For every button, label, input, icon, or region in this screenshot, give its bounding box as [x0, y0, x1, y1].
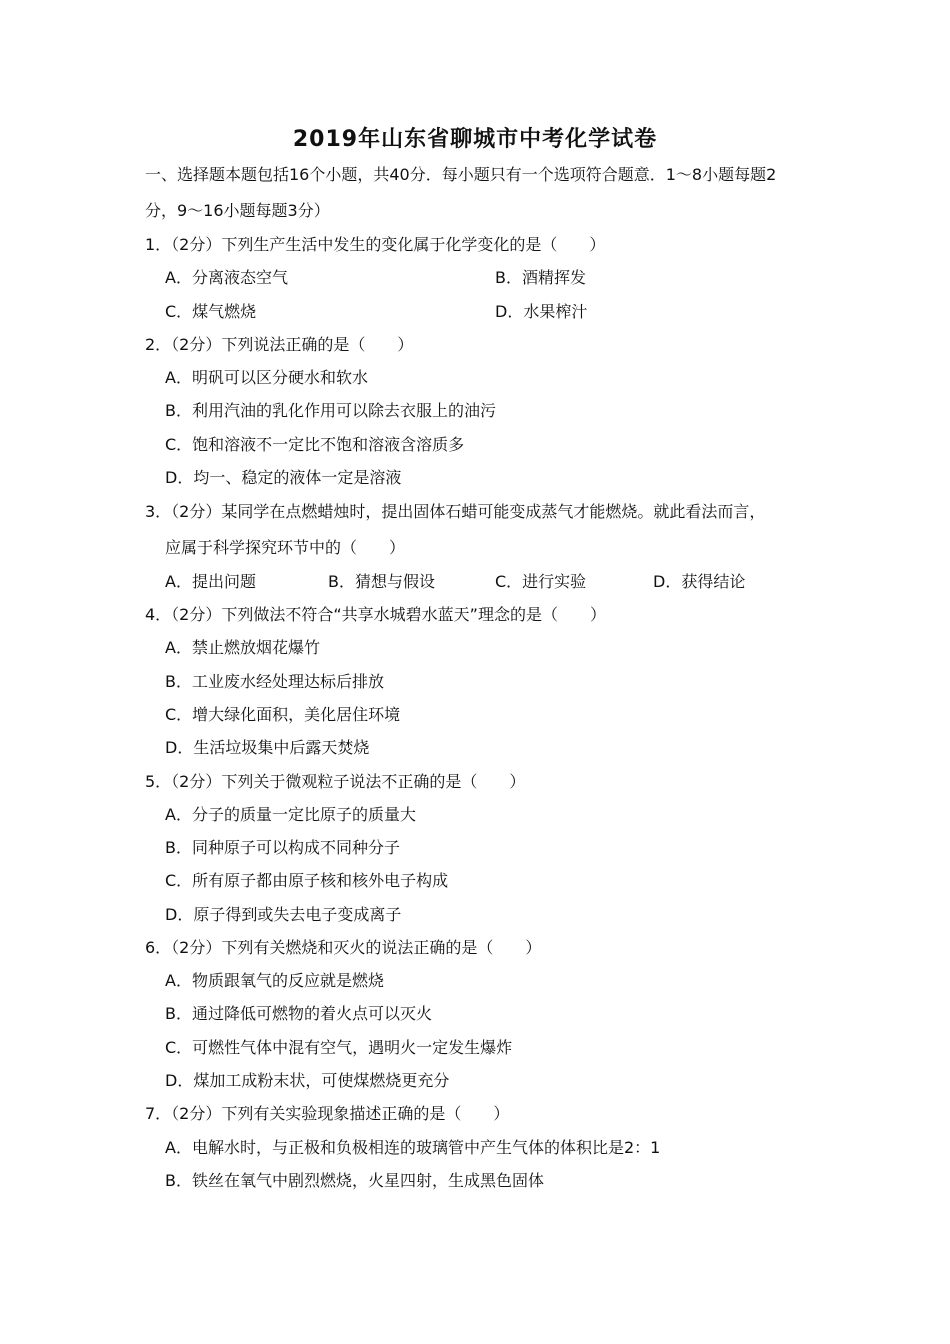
question-3-option-d: D．获得结论	[653, 572, 746, 591]
question-5-option-a: A．分子的质量一定比原子的质量大	[165, 805, 416, 824]
question-6-stem: 6．（2分）下列有关燃烧和灭火的说法正确的是（ ）	[145, 938, 542, 957]
question-2-option-a: A．明矾可以区分硬水和软水	[165, 368, 368, 387]
section-instruction-line1: 一、选择题本题包括16个小题，共40分．每小题只有一个选项符合题意．1～8小题每题2	[145, 165, 777, 184]
question-7-option-a: A．电解水时，与正极和负极相连的玻璃管中产生气体的体积比是2：1	[165, 1138, 661, 1157]
question-2-stem: 2．（2分）下列说法正确的是（ ）	[145, 335, 414, 354]
question-5-option-c: C．所有原子都由原子核和核外电子构成	[165, 871, 449, 890]
question-6-option-b: B．通过降低可燃物的着火点可以灭火	[165, 1004, 432, 1023]
question-5-option-d: D．原子得到或失去电子变成离子	[165, 905, 402, 924]
question-2-option-b: B．利用汽油的乳化作用可以除去衣服上的油污	[165, 401, 496, 420]
question-5-stem: 5．（2分）下列关于微观粒子说法不正确的是（ ）	[145, 772, 526, 791]
question-3-option-a: A．提出问题	[165, 572, 256, 591]
question-4-option-c: C．增大绿化面积，美化居住环境	[165, 705, 401, 724]
section-instruction-line2: 分，9～16小题每题3分）	[145, 201, 330, 220]
question-6-option-d: D．煤加工成粉末状，可使煤燃烧更充分	[165, 1071, 450, 1090]
question-4-option-a: A．禁止燃放烟花爆竹	[165, 638, 320, 657]
question-4-stem: 4．（2分）下列做法不符合“共享水城碧水蓝天”理念的是（ ）	[145, 605, 606, 624]
question-1-option-b: B．酒精挥发	[495, 268, 586, 287]
question-4-option-d: D．生活垃圾集中后露天焚烧	[165, 738, 370, 757]
question-7-stem: 7．（2分）下列有关实验现象描述正确的是（ ）	[145, 1104, 510, 1123]
page-title: 2019年山东省聊城市中考化学试卷	[292, 127, 658, 152]
question-1-option-a: A．分离液态空气	[165, 268, 288, 287]
question-3-option-c: C．进行实验	[495, 572, 587, 591]
question-3-option-b: B．猜想与假设	[328, 572, 435, 591]
question-1-stem: 1．（2分）下列生产生活中发生的变化属于化学变化的是（ ）	[145, 235, 606, 254]
question-2-option-c: C．饱和溶液不一定比不饱和溶液含溶质多	[165, 435, 465, 454]
question-3-stem: 3．（2分）某同学在点燃蜡烛时，提出固体石蜡可能变成蒸气才能燃烧。就此看法而言，	[145, 502, 766, 521]
question-2-option-d: D．均一、稳定的液体一定是溶液	[165, 468, 402, 487]
question-5-option-b: B．同种原子可以构成不同种分子	[165, 838, 400, 857]
question-7-option-b: B．铁丝在氧气中剧烈燃烧，火星四射，生成黑色固体	[165, 1171, 544, 1190]
question-3-stem-continued: 应属于科学探究环节中的（ ）	[165, 538, 406, 557]
question-1-option-c: C．煤气燃烧	[165, 302, 257, 321]
question-6-option-a: A．物质跟氧气的反应就是燃烧	[165, 971, 384, 990]
question-4-option-b: B．工业废水经处理达标后排放	[165, 672, 384, 691]
question-6-option-c: C．可燃性气体中混有空气，遇明火一定发生爆炸	[165, 1038, 513, 1057]
question-1-option-d: D．水果榨汁	[495, 302, 588, 321]
